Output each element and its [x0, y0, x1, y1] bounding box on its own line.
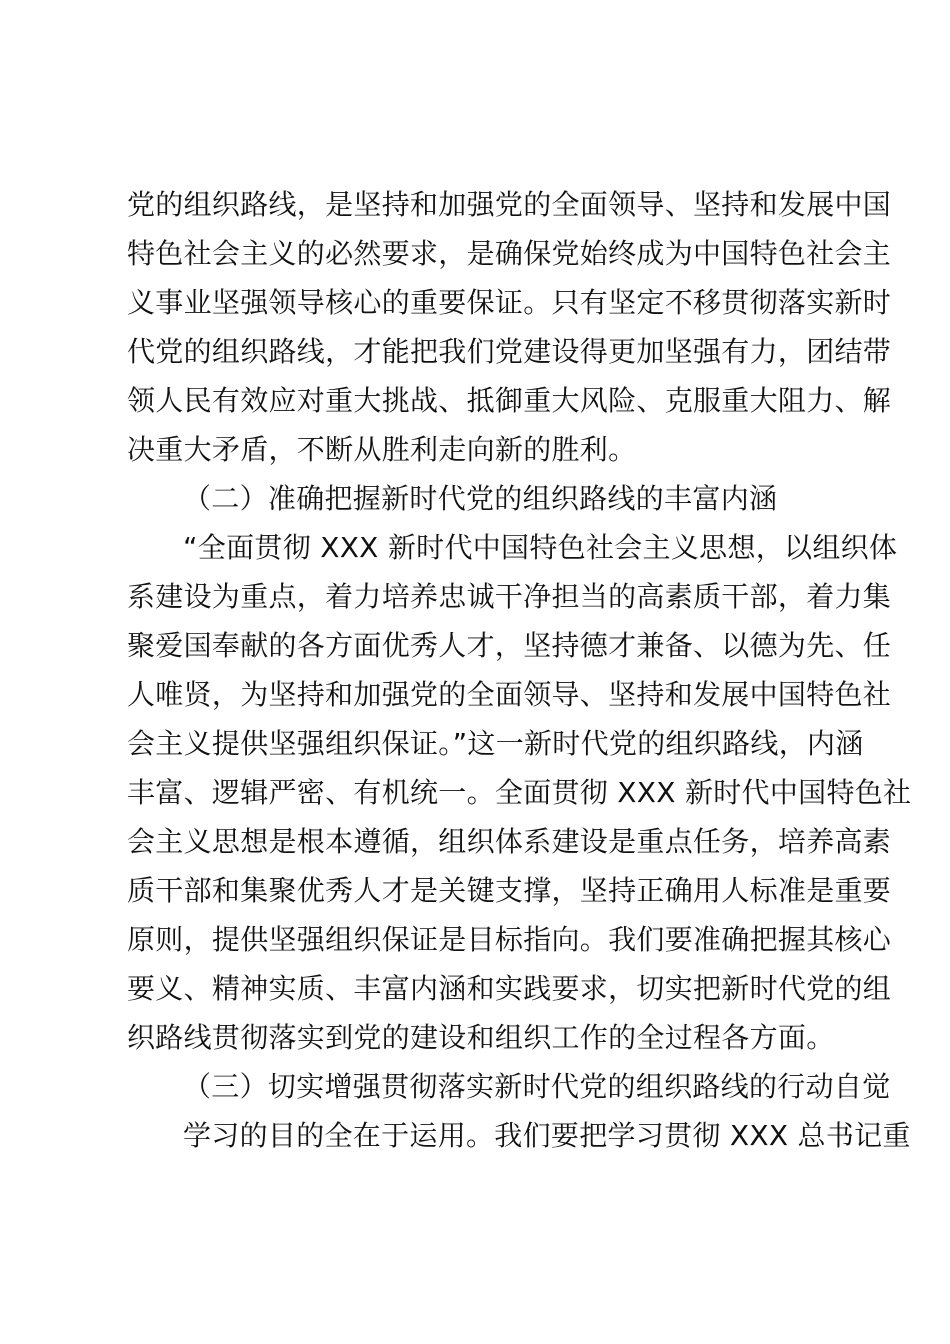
paragraph-line: 领人民有效应对重大挑战、抵御重大风险、克服重大阻力、解 [127, 384, 892, 417]
paragraph-line: 党的组织路线，是坚持和加强党的全面领导、坚持和发展中国 [127, 188, 892, 221]
paragraph-line: 丰富、逻辑严密、有机统一。全面贯彻 XXX 新时代中国特色社 [127, 776, 912, 809]
paragraph-line: 学习的目的全在于运用。我们要把学习贯彻 XXX 总书记重 [183, 1119, 911, 1152]
paragraph-line: 要义、精神实质、丰富内涵和实践要求，切实把新时代党的组 [127, 972, 892, 1005]
paragraph-line: 决重大矛盾，不断从胜利走向新的胜利。 [127, 433, 637, 466]
paragraph-line: 人唯贤，为坚持和加强党的全面领导、坚持和发展中国特色社 [127, 678, 892, 711]
paragraph-line: 系建设为重点，着力培养忠诚干净担当的高素质干部，着力集 [127, 580, 892, 613]
paragraph-line: 会主义思想是根本遵循，组织体系建设是重点任务，培养高素 [127, 825, 892, 858]
paragraph-line: 义事业坚强领导核心的重要保证。只有坚定不移贯彻落实新时 [127, 286, 892, 319]
section-heading: （二）准确把握新时代党的组织路线的丰富内涵 [183, 482, 778, 515]
paragraph-line: 原则，提供坚强组织保证是目标指向。我们要准确把握其核心 [127, 923, 892, 956]
paragraph-line: 聚爱国奉献的各方面优秀人才，坚持德才兼备、以德为先、任 [127, 629, 892, 662]
paragraph-line: 会主义提供坚强组织保证。”这一新时代党的组织路线，内涵 [127, 727, 864, 760]
paragraph-line: 质干部和集聚优秀人才是关键支撑，坚持正确用人标准是重要 [127, 874, 892, 907]
section-heading: （三）切实增强贯彻落实新时代党的组织路线的行动自觉 [183, 1070, 891, 1103]
paragraph-line: 特色社会主义的必然要求，是确保党始终成为中国特色社会主 [127, 237, 892, 270]
paragraph-line: 代党的组织路线，才能把我们党建设得更加坚强有力，团结带 [127, 335, 892, 368]
document-body [127, 180, 912, 1160]
paragraph-line: 织路线贯彻落实到党的建设和组织工作的全过程各方面。 [127, 1021, 835, 1054]
paragraph-line: “全面贯彻 XXX 新时代中国特色社会主义思想，以组织体 [183, 531, 898, 564]
